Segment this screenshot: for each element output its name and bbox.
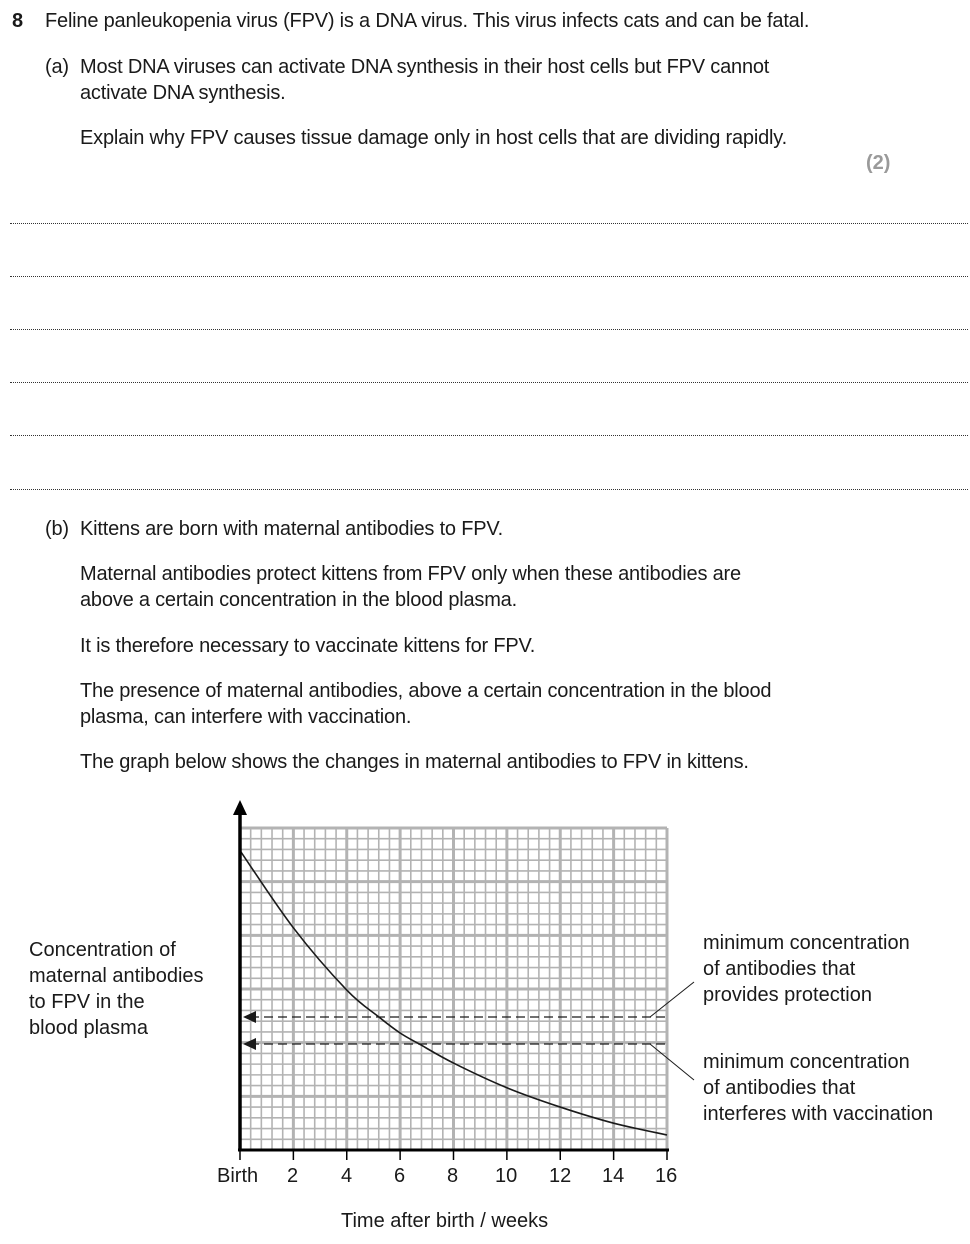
annotation-line: minimum concentration xyxy=(703,1051,910,1073)
annotation-line: minimum concentration xyxy=(703,932,910,954)
x-tick-label: 8 xyxy=(447,1165,459,1187)
x-tick-label: 4 xyxy=(341,1165,353,1187)
part-b-para3-line1: The presence of maternal antibodies, above a certain concentration in the blood xyxy=(80,680,772,702)
annotation-line: provides protection xyxy=(703,984,872,1006)
arrowhead-left-icon xyxy=(243,1038,256,1050)
part-a-marks: (2) xyxy=(866,152,891,174)
x-tick-label: 16 xyxy=(655,1165,678,1187)
annotation-line: of antibodies that xyxy=(703,1077,856,1099)
part-a-line-1: Most DNA viruses can activate DNA synthesis in their host cells but FPV cannot xyxy=(80,56,770,78)
annotation-line: interferes with vaccination xyxy=(703,1103,934,1125)
x-axis-label: Time after birth / weeks xyxy=(341,1210,549,1232)
part-b-label: (b) xyxy=(45,518,69,540)
part-b-para4: The graph below shows the changes in maternal antibodies to FPV in kittens. xyxy=(80,751,749,773)
graph-grid xyxy=(240,828,667,1150)
y-axis-arrow-icon xyxy=(233,800,247,815)
part-b-para1-line2: above a certain concentration in the blood plasma. xyxy=(80,589,517,611)
part-a-line-2: activate DNA synthesis. xyxy=(80,82,286,104)
y-axis-label-line: maternal antibodies xyxy=(29,965,204,987)
question-intro: Feline panleukopenia virus (FPV) is a DNA virus. This virus infects cats and can be fatal. xyxy=(45,10,810,32)
x-tick-label: 14 xyxy=(602,1165,625,1187)
part-b-para1-line1: Maternal antibodies protect kittens from FPV only when these antibodies are xyxy=(80,563,741,585)
y-axis-label-line: blood plasma xyxy=(29,1017,148,1039)
x-tick-label: 2 xyxy=(287,1165,299,1187)
annotation-line: of antibodies that xyxy=(703,958,856,980)
x-tick-label: 10 xyxy=(495,1165,518,1187)
part-a-prompt: Explain why FPV causes tissue damage only in host cells that are dividing rapidly. xyxy=(80,127,787,149)
part-a-label: (a) xyxy=(45,56,69,78)
part-b-para3-line2: plasma, can interfere with vaccination. xyxy=(80,706,412,728)
part-b-first: Kittens are born with maternal antibodies to FPV. xyxy=(80,518,504,540)
part-b-para2: It is therefore necessary to vaccinate kittens for FPV. xyxy=(80,635,536,657)
x-tick-label: Birth xyxy=(217,1165,259,1187)
question-number-text: 8 xyxy=(12,10,23,32)
y-axis-label-line: to FPV in the xyxy=(29,991,145,1013)
x-tick-label: 6 xyxy=(394,1165,406,1187)
x-tick-label: 12 xyxy=(549,1165,572,1187)
y-axis-label-line: Concentration of xyxy=(29,939,176,961)
